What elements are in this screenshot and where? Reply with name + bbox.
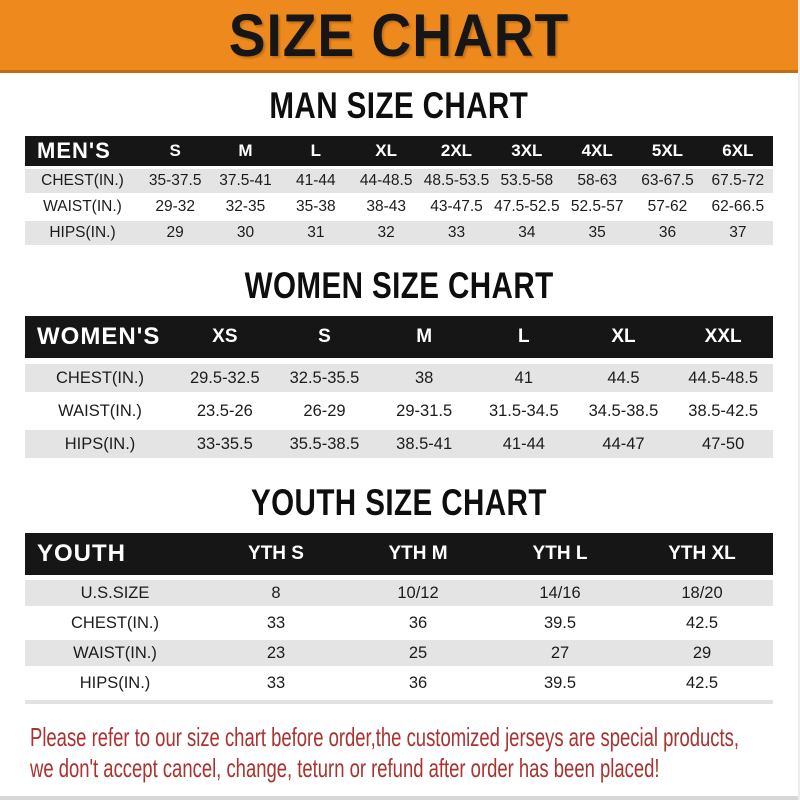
women-size-value: 44.5 [607,368,640,387]
youth-size-value: 39.5 [543,613,577,632]
women-size-column-header: S [318,326,331,347]
youth-size-column-header: YTH XL [668,543,736,564]
youth-row-label: WAIST(IN.) [73,643,157,662]
men-size-value: 30 [236,224,255,241]
youth-row-label: U.S.SIZE [80,583,150,602]
men-size-value: 31 [307,224,325,241]
men-size-value: 34 [518,224,536,241]
youth-table-header-row [25,533,773,575]
men-size-column-header: 2XL [440,141,473,160]
men-size-value: 32 [377,224,395,241]
women-size-value: 34.5-38.5 [588,401,659,420]
youth-size-value: 23 [266,643,286,662]
men-size-value: 35-37.5 [148,172,202,189]
women-size-value: 47-50 [702,434,745,453]
men-size-value: 63-67.5 [641,172,694,189]
men-size-column-header: L [310,141,322,160]
men-size-column-header: 6XL [722,141,754,160]
youth-size-value: 25 [408,643,428,662]
youth-size-value: 29 [692,643,712,662]
women-table-row [25,430,773,458]
men-row-label: CHEST(IN.) [41,172,124,189]
disclaimer-line-2: we don't accept cancel, change, teturn or refund after order has been placed! [30,753,660,783]
youth-size-value: 42.5 [685,613,719,632]
disclaimer-line-1: Please refer to our size chart before order,the customized jerseys are special products, [30,722,740,752]
men-size-value: 53.5-58 [500,172,554,189]
women-size-column-header: XXL [704,326,742,347]
youth-size-column-header: YTH L [532,543,588,564]
men-size-value: 57-62 [647,198,688,215]
youth-size-value: 10/12 [397,583,439,602]
women-size-value: 38 [414,368,434,387]
men-size-value: 32-35 [225,198,266,215]
women-size-value: 44.5-48.5 [688,368,759,387]
men-size-value: 38-43 [366,198,406,215]
youth-row-label: HIPS(IN.) [79,673,151,692]
men-size-column-header: S [169,141,181,160]
women-size-value: 38.5-41 [396,434,453,453]
youth-table-corner-label: YOUTH [37,540,126,567]
men-size-value: 44-48.5 [359,172,413,189]
youth-size-table [25,533,773,704]
women-size-value: 29.5-32.5 [189,368,260,387]
youth-table-row [25,580,773,606]
women-section-title: WOMEN SIZE CHART [244,265,554,306]
women-table-header-row [25,316,773,358]
youth-table-row [25,670,773,696]
youth-size-value: 36 [408,673,428,692]
men-size-value: 62-66.5 [711,198,765,215]
men-size-value: 36 [658,224,677,241]
youth-size-value: 42.5 [685,673,719,692]
men-size-value: 52.5-57 [570,198,624,215]
men-table-row [25,221,773,245]
women-size-value: 33-35.5 [196,434,253,453]
women-row-label: WAIST(IN.) [58,401,142,420]
men-size-value: 35-38 [296,198,336,215]
image-bottom-edge [0,796,798,800]
women-size-column-header: L [518,326,530,347]
men-size-value: 29-32 [155,198,195,215]
youth-size-value: 36 [408,613,428,632]
men-size-column-header: M [238,141,253,160]
men-size-value: 47.5-52.5 [494,198,560,215]
men-size-column-header: 5XL [651,141,684,160]
youth-size-value: 27 [550,643,570,662]
men-size-value: 35 [588,224,606,241]
women-size-value: 23.5-26 [196,401,253,420]
women-size-value: 32.5-35.5 [289,368,360,387]
men-size-value: 33 [447,224,466,241]
youth-size-column-header: YTH M [388,543,448,564]
men-size-value: 29 [166,224,184,241]
youth-size-value: 39.5 [543,673,577,692]
youth-size-value: 8 [271,583,281,602]
women-size-value: 41 [514,368,533,387]
youth-section-title: YOUTH SIZE CHART [251,482,547,523]
size-chart-banner [0,0,798,73]
men-row-label: WAIST(IN.) [43,198,122,215]
youth-size-value: 18/20 [681,583,723,602]
women-row-label: CHEST(IN.) [56,368,144,387]
disclaimer [30,722,798,784]
youth-table-row [25,610,773,636]
women-size-table [25,316,773,458]
page-title: SIZE CHART [228,1,570,69]
men-size-column-header: XL [375,141,398,160]
men-size-value: 58-63 [577,172,617,189]
youth-table-row [25,640,773,666]
men-section-title: MAN SIZE CHART [269,85,529,126]
women-table-row [25,364,773,392]
women-size-value: 35.5-38.5 [289,434,360,453]
women-row-label: HIPS(IN.) [64,434,136,453]
women-size-column-header: XS [212,326,238,347]
men-size-value: 41-44 [296,172,336,189]
women-size-value: 26-29 [303,401,346,420]
youth-row-label: CHEST(IN.) [71,613,159,632]
women-size-column-header: M [416,326,433,347]
youth-size-column-header: YTH S [248,543,304,564]
men-size-value: 48.5-53.5 [423,172,490,189]
women-size-value: 31.5-34.5 [488,401,559,420]
youth-size-value: 14/16 [539,583,581,602]
men-size-value: 37.5-41 [219,172,272,189]
youth-size-value: 33 [266,673,286,692]
men-table-corner-label: MEN'S [37,138,111,163]
men-table-row [25,195,773,219]
men-size-value: 67.5-72 [711,172,765,189]
youth-size-value: 33 [266,613,286,632]
women-table-row [25,397,773,425]
women-size-value: 44-47 [602,434,645,453]
men-size-value: 37 [729,224,747,241]
women-size-column-header: XL [611,326,636,347]
men-size-table [25,136,773,245]
women-size-value: 38.5-42.5 [688,401,759,420]
men-size-column-header: 4XL [581,141,613,160]
men-size-value: 43-47.5 [430,198,483,215]
men-row-label: HIPS(IN.) [49,224,116,241]
men-table-row [25,169,773,193]
women-size-value: 29-31.5 [396,401,453,420]
women-table-corner-label: WOMEN'S [37,323,161,350]
women-size-value: 41-44 [502,434,545,453]
men-table-header-row [25,136,773,166]
men-size-column-header: 3XL [511,141,543,160]
